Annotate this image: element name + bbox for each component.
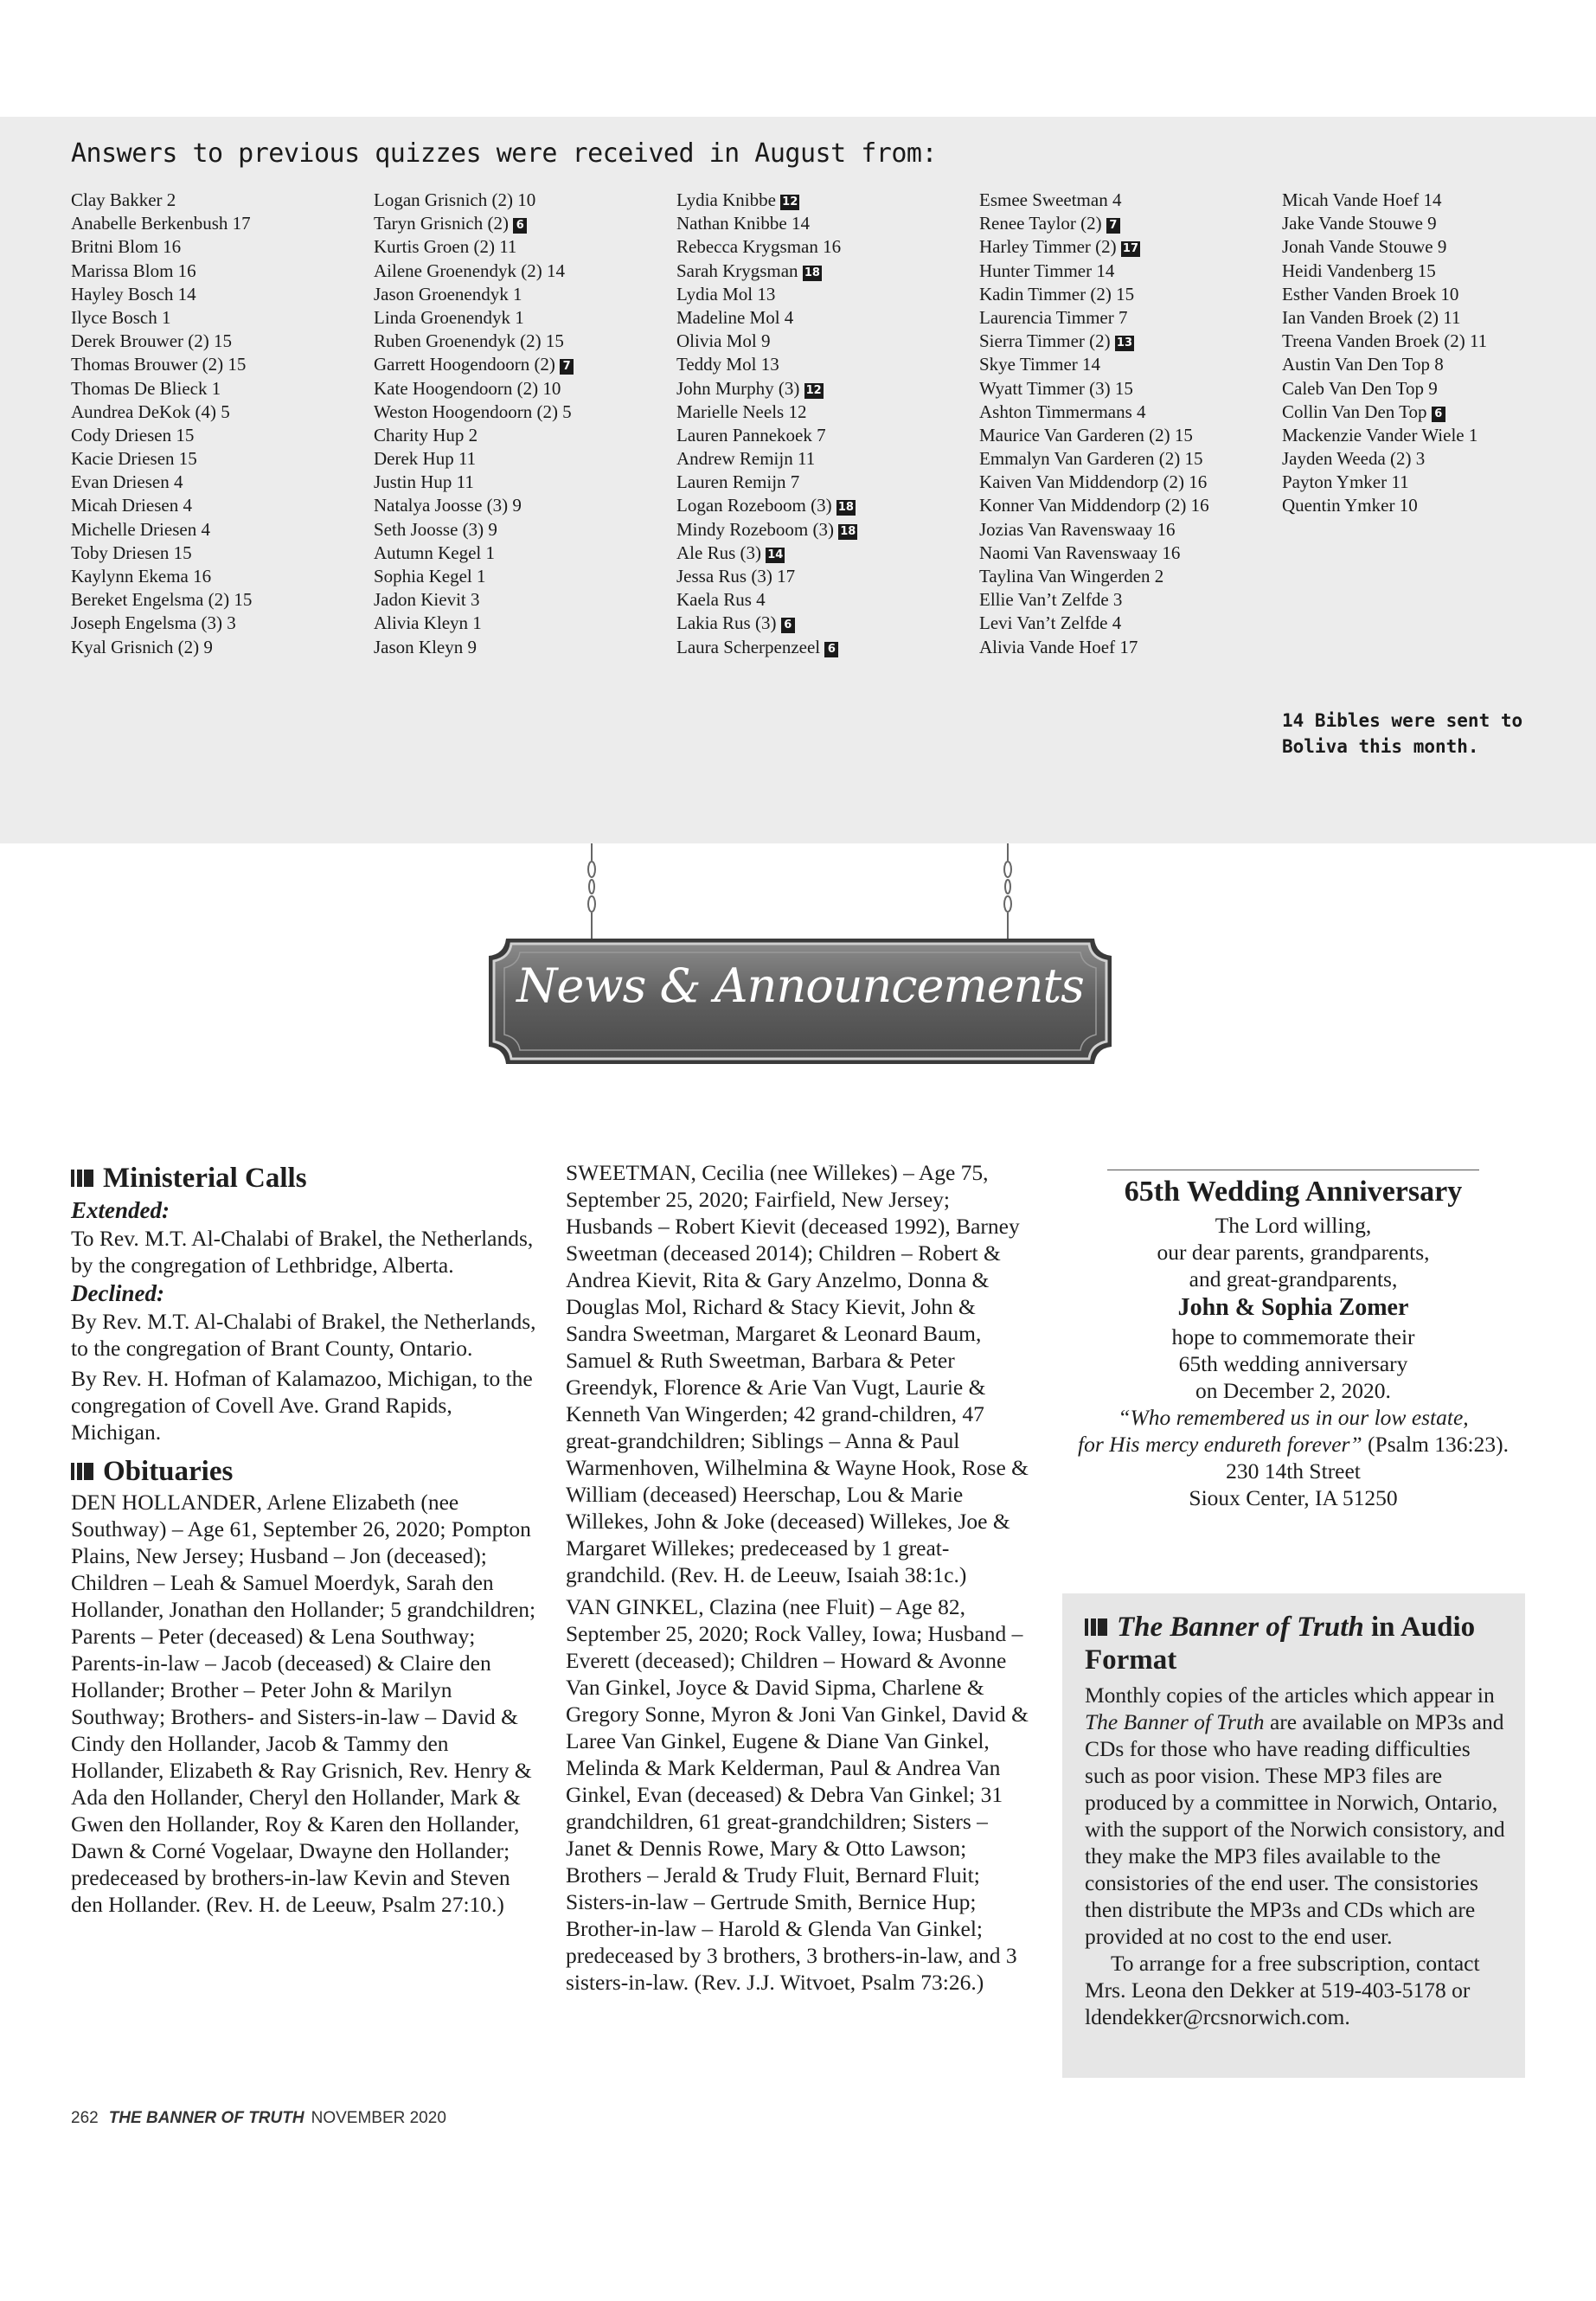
quiz-entry — [374, 306, 574, 330]
quiz-entry-text: Lydia Knibbe — [676, 189, 776, 210]
quiz-entry-text: Austin Van Den Top 8 — [1282, 354, 1444, 375]
quiz-entry-text: Michelle Driesen 4 — [71, 518, 210, 540]
anniversary-names: John & Sophia Zomer — [1177, 1294, 1409, 1321]
quiz-score-badge: 18 — [840, 524, 856, 538]
quiz-score-badge: 7 — [1106, 218, 1120, 234]
quiz-entry — [1282, 424, 1487, 447]
anniversary-address: 230 14th Street — [1226, 1458, 1361, 1484]
quiz-entry — [374, 447, 574, 471]
quiz-entry — [676, 636, 857, 659]
quiz-entry-text: Toby Driesen 15 — [71, 542, 192, 563]
audio-title-italic: The Banner of Truth — [1117, 1612, 1364, 1643]
audio-text-italic: The Banner of Truth — [1085, 1709, 1265, 1734]
quiz-entry-text: Jadon Kievit 3 — [374, 589, 480, 611]
quiz-entry-text: Kaylynn Ekema 16 — [71, 566, 212, 586]
issue-date: NOVEMBER 2020 — [311, 2109, 446, 2127]
anniversary-quote: “Who remembered us in our low estate, — [1118, 1405, 1469, 1430]
quiz-entry-text: Teddy Mol 13 — [676, 354, 779, 375]
quiz-entry — [71, 353, 252, 376]
anniversary-line: on December 2, 2020. — [1195, 1378, 1391, 1403]
audio-text: Monthly copies of the articles which appear in — [1085, 1682, 1495, 1708]
obituary-entry: VAN GINKEL, Clazina (nee Fluit) – Age 82, September 25, 2020; Rock Valley, Iowa; Husband – Everett (deceased); Children – Howard & Avonne Van Ginkel, Joyce & David Sipma, Charlene & Gregory Sonne, Myron & Joni Van Ginkel, David & Laree Van Ginkel, Eugene & Diane Van Ginkel, Melinda & Mark Kelderman, Paul & Andrea Van Ginkel, Evan (deceased) & Debra Van Ginkel; 31 grandchildren, 61 great-grandchildren; Sisters – Janet & Dennis Rowe, Mary & Otto Lawson; Brothers – Jerald & Trudy Fluit, Bernard Fluit; Sisters-in-law – Gertrude Smith, Bernice Hup; Brother-in-law – Harold & Glenda Van Ginkel; predeceased by 3 brothers, 3 brothers-in-law, and 3 sisters-in-law. (Rev. J.J. Witvoet, Psalm 73:26.) — [566, 1594, 1029, 1995]
quiz-entry-text: Skye Timmer 14 — [979, 354, 1101, 375]
quiz-entry-text: Jozias Van Ravenswaay 16 — [979, 518, 1176, 540]
quiz-entry — [676, 212, 857, 235]
quiz-entry — [71, 330, 252, 353]
quiz-entry-text: Sierra Timmer (2) — [979, 330, 1111, 352]
quiz-entry-text: Payton Ymker 11 — [1282, 471, 1409, 493]
quiz-entry-text: Micah Vande Hoef 14 — [1282, 189, 1442, 210]
quiz-entry-text: Logan Grisnich (2) 10 — [374, 189, 536, 210]
quiz-entry — [71, 471, 252, 494]
quiz-entry — [374, 353, 574, 376]
quiz-entry — [71, 588, 252, 612]
bars-icon — [71, 1462, 94, 1481]
quiz-entry — [979, 283, 1209, 306]
quiz-entry-text: Jayden Weeda (2) 3 — [1282, 448, 1426, 470]
quiz-entry-text: Heidi Vandenberg 15 — [1282, 260, 1436, 281]
quiz-score-badge: 18 — [837, 501, 854, 515]
quiz-entry-text: Britni Blom 16 — [71, 236, 182, 258]
quiz-entry — [676, 235, 857, 259]
quiz-entry — [979, 588, 1209, 612]
quiz-entry — [1282, 260, 1487, 283]
quiz-entry-text: Lydia Mol 13 — [676, 283, 776, 304]
quiz-entry-text: Kurtis Groen (2) 11 — [374, 236, 517, 258]
bars-icon — [1085, 1618, 1108, 1637]
quiz-entry-text: Justin Hup 11 — [374, 471, 474, 493]
quiz-entry — [71, 306, 252, 330]
quiz-entry-text: Quentin Ymker 10 — [1282, 495, 1418, 516]
quiz-entry-text: Logan Rozeboom (3) — [676, 495, 832, 516]
quiz-entry-text: Ashton Timmermans 4 — [979, 401, 1146, 422]
quiz-entry-text: Micah Driesen 4 — [71, 495, 192, 516]
quiz-entry — [979, 401, 1209, 424]
quiz-entry-text: Hayley Bosch 14 — [71, 283, 196, 304]
quiz-entry-text: Kate Hoogendoorn (2) 10 — [374, 377, 561, 399]
quiz-entry-text: Cody Driesen 15 — [71, 424, 195, 445]
audio-text: are available on MP3s and CDs for those who have reading difficulties such as poor vision. These MP3 files are produced by a committee in Norwich, Ontario, with the support of the Norwich consistory, and they make the MP3 files available to the consistories of the end user. The consistories then distribute the MP3s and CDs which are provided at no cost to the end user. — [1085, 1709, 1505, 1949]
quiz-entry-text: Lakia Rus (3) — [676, 612, 777, 634]
quiz-entry-text: Taylina Van Wingerden 2 — [979, 566, 1164, 586]
page-number: 262 — [71, 2109, 99, 2127]
quiz-entry — [71, 212, 252, 235]
quiz-entry-text: Laurencia Timmer 7 — [979, 306, 1128, 328]
quiz-entry-text: Alivia Kleyn 1 — [374, 612, 482, 634]
quiz-entry — [676, 260, 857, 283]
quiz-entry — [979, 353, 1209, 376]
quiz-score-badge: 6 — [824, 642, 838, 657]
quiz-entry-text: Caleb Van Den Top 9 — [1282, 377, 1438, 399]
quiz-entry-text: Olivia Mol 9 — [676, 330, 771, 352]
audio-format-heading — [1085, 1611, 1513, 1676]
quiz-score-badge: 6 — [1432, 407, 1445, 422]
quiz-entry-text: Aundrea DeKok (4) 5 — [71, 401, 230, 422]
quiz-entry-text: Levi Van’t Zelfde 4 — [979, 612, 1122, 634]
quiz-entry — [676, 377, 857, 401]
quiz-entry-text: Joseph Engelsma (3) 3 — [71, 612, 236, 634]
quiz-entry-text: Andrew Remijn 11 — [676, 448, 816, 470]
quiz-entry-text: Marissa Blom 16 — [71, 260, 196, 281]
obituary-entry: SWEETMAN, Cecilia (nee Willekes) – Age 75, September 25, 2020; Fairfield, New Jersey; Husbands – Robert Kievit (deceased 1992), Barney Sweetman (deceased 2014); Children – Robert & Andrea Kievit, Rita & Gary Anzelmo, Donna & Douglas Mol, Richard & Stacy Kievit, John & Sandra Sweetman, Margaret & Leonard Baum, Samuel & Ruth Sweetman, Barbara & Peter Greendyk, Florence & Arie Van Vugt, Laurie & Kenneth Van Wingerden; 42 grand-children, 47 great-grandchildren; Siblings – Anna & Paul Warmenhoven, Wilhelmina & Wayne Hook, Rose & William (deceased) Heerschap, Lou & Marie Willekes, John & Joke (deceased) Willekes, Joe & Margaret Willekes; predeceased by 1 great-grandchild. (Rev. H. de Leeuw, Isaiah 38:1c.) — [566, 1160, 1029, 1587]
quiz-entry — [676, 447, 857, 471]
quiz-entry-text: Lauren Pannekoek 7 — [676, 424, 826, 445]
obituaries-heading — [71, 1454, 538, 1489]
quiz-entry-text: Linda Groenendyk 1 — [374, 306, 524, 328]
quiz-entry — [979, 260, 1209, 283]
quiz-entry — [676, 283, 857, 306]
quiz-entry — [374, 565, 574, 588]
quiz-entry-text: Esther Vanden Broek 10 — [1282, 283, 1459, 304]
declined-call: By Rev. H. Hofman of Kalamazoo, Michigan, to the congregation of Covell Ave. Grand Rapids, Michigan. — [71, 1366, 533, 1445]
left-column — [71, 1161, 538, 1918]
quiz-entry-text: Jessa Rus (3) 17 — [676, 566, 796, 586]
quiz-entry-text: Thomas De Blieck 1 — [71, 377, 221, 399]
quiz-entry-text: Ilyce Bosch 1 — [71, 306, 171, 328]
quiz-entry — [979, 612, 1209, 635]
quiz-entry-text: Garrett Hoogendoorn (2) — [374, 354, 555, 375]
quiz-entry — [1282, 377, 1487, 401]
quiz-entry-text: Marielle Neels 12 — [676, 401, 807, 422]
quiz-entry-text: Evan Driesen 4 — [71, 471, 183, 493]
quiz-entry-text: Ian Vanden Broek (2) 11 — [1282, 306, 1461, 328]
quiz-entry-text: Naomi Van Ravenswaay 16 — [979, 542, 1181, 563]
bars-icon — [71, 1169, 94, 1188]
anniversary-title: 65th Wedding Anniversary — [1124, 1176, 1463, 1208]
extended-label: Extended: — [71, 1197, 170, 1223]
quiz-entry — [979, 636, 1209, 659]
anniversary-address: Sioux Center, IA 51250 — [1189, 1485, 1398, 1510]
quiz-entry-text: Anabelle Berkenbush 17 — [71, 213, 251, 234]
quiz-entry — [1282, 494, 1487, 517]
quiz-entry — [71, 447, 252, 471]
quiz-entry-text: Kadin Timmer (2) 15 — [979, 283, 1135, 304]
quiz-entry — [979, 330, 1209, 353]
quiz-entry-text: Alivia Vande Hoef 17 — [979, 636, 1138, 657]
quiz-entry — [71, 235, 252, 259]
quiz-entry-text: Ale Rus (3) — [676, 542, 761, 563]
quiz-entry-text: Weston Hoogendoorn (2) 5 — [374, 401, 572, 422]
publication-name: THE BANNER OF TRUTH — [108, 2109, 304, 2127]
quiz-entry — [374, 401, 574, 424]
quiz-entry — [374, 235, 574, 259]
quiz-entry — [676, 588, 857, 612]
quiz-entry-text: Charity Hup 2 — [374, 424, 478, 445]
quiz-score-badge: 18 — [804, 266, 820, 279]
ministerial-calls-title: Ministerial Calls — [103, 1163, 307, 1194]
quiz-entry — [1282, 306, 1487, 330]
quiz-entry — [71, 565, 252, 588]
quiz-entry-text: Derek Brouwer (2) 15 — [71, 330, 233, 352]
quiz-entry — [979, 494, 1209, 517]
quiz-entry — [676, 424, 857, 447]
declined-label: Declined: — [71, 1280, 164, 1306]
anniversary-line: The Lord willing, — [1215, 1213, 1372, 1238]
audio-title-rest: in Audio Format — [1085, 1612, 1476, 1676]
anniversary-quote-ref: (Psalm 136:23). — [1362, 1432, 1509, 1457]
quiz-score-badge: 6 — [781, 618, 795, 633]
quiz-entry-text: Sarah Krygsman — [676, 260, 798, 281]
quiz-entry — [979, 542, 1209, 565]
audio-format-content — [1085, 1611, 1513, 2030]
quiz-entry-text: Clay Bakker 2 — [71, 189, 176, 210]
news-announcements-title: News & Announcements — [516, 958, 1084, 1013]
anniversary-line: hope to commemorate their — [1171, 1324, 1415, 1349]
quiz-entry — [979, 565, 1209, 588]
quiz-entry — [676, 189, 857, 212]
quiz-entry — [979, 235, 1209, 259]
quiz-score-badge: 14 — [767, 548, 784, 561]
quiz-entry — [374, 189, 574, 212]
quiz-entry — [979, 518, 1209, 542]
quiz-score-badge: 13 — [1116, 336, 1132, 350]
quiz-entry — [374, 494, 574, 517]
quiz-entry-text: Bereket Engelsma (2) 15 — [71, 589, 253, 611]
quiz-entry — [374, 330, 574, 353]
quiz-entry — [374, 612, 574, 635]
anniversary-line: 65th wedding anniversary — [1178, 1351, 1408, 1376]
quiz-entry-text: Kaiven Van Middendorp (2) 16 — [979, 471, 1208, 493]
quiz-entry — [676, 353, 857, 376]
quiz-entry-text: Seth Joosse (3) 9 — [374, 518, 497, 540]
quiz-entry — [71, 189, 252, 212]
quiz-entry-text: Mindy Rozeboom (3) — [676, 518, 834, 540]
quiz-score-badge: 12 — [782, 195, 798, 208]
quiz-entry-text: Mackenzie Vander Wiele 1 — [1282, 424, 1478, 445]
quiz-score-badge: 12 — [805, 383, 822, 397]
quiz-entry-text: Natalya Joosse (3) 9 — [374, 495, 522, 516]
quiz-entry — [374, 377, 574, 401]
quiz-entry — [979, 212, 1209, 235]
quiz-entry — [676, 471, 857, 494]
quiz-entry-text: Kyal Grisnich (2) 9 — [71, 636, 213, 657]
quiz-column — [1282, 189, 1487, 518]
right-column — [1060, 1170, 1527, 1511]
quiz-entry-text: Laura Scherpenzeel — [676, 636, 821, 657]
middle-column — [566, 1159, 1033, 1996]
quiz-entry-text: Jason Kleyn 9 — [374, 636, 477, 657]
quiz-entry — [71, 636, 252, 659]
declined-call: By Rev. M.T. Al-Chalabi of Brakel, the Netherlands, to the congregation of Brant County, Ontario. — [71, 1309, 536, 1361]
quiz-entry-text: Renee Taylor (2) — [979, 213, 1102, 234]
quiz-entry — [676, 306, 857, 330]
quiz-entry-text: Ellie Van’t Zelfde 3 — [979, 589, 1123, 611]
quiz-entry — [1282, 353, 1487, 376]
quiz-entry-text: Lauren Remijn 7 — [676, 471, 800, 493]
quiz-entry-text: Kacie Driesen 15 — [71, 448, 197, 470]
anniversary-quote: for His mercy endureth forever” — [1078, 1432, 1362, 1457]
quiz-entry — [1282, 212, 1487, 235]
anniversary-line: our dear parents, grandparents, — [1157, 1240, 1430, 1265]
quiz-entry-text: Harley Timmer (2) — [979, 236, 1117, 258]
quiz-entry — [676, 542, 857, 565]
quiz-entry — [676, 330, 857, 353]
quiz-entry — [71, 542, 252, 565]
quiz-entry-text: Sophia Kegel 1 — [374, 566, 486, 586]
quiz-entry-text: Nathan Knibbe 14 — [676, 213, 810, 234]
quiz-entry — [374, 471, 574, 494]
ministerial-calls-heading — [71, 1161, 538, 1195]
quiz-entry-text: Esmee Sweetman 4 — [979, 189, 1122, 210]
quiz-entry — [1282, 330, 1487, 353]
quiz-entry-text: Treena Vanden Broek (2) 11 — [1282, 330, 1488, 352]
quiz-entry — [676, 401, 857, 424]
bibles-note: 14 Bibles were sent to Boliva this month. — [1282, 710, 1523, 757]
quiz-entry — [374, 588, 574, 612]
quiz-entry — [676, 494, 857, 517]
quiz-entry — [1282, 401, 1487, 424]
quiz-entry-text: Emmalyn Van Garderen (2) 15 — [979, 448, 1203, 470]
quiz-entry-text: Rebecca Krygsman 16 — [676, 236, 842, 258]
quiz-entry — [979, 424, 1209, 447]
quiz-column — [979, 189, 1209, 659]
anniversary-quote-line — [1060, 1431, 1527, 1458]
quiz-column — [374, 189, 574, 659]
quiz-entry — [374, 518, 574, 542]
quiz-entry — [71, 518, 252, 542]
extended-call: To Rev. M.T. Al-Chalabi of Brakel, the Netherlands, by the congregation of Lethbridge, Alberta. — [71, 1226, 534, 1278]
quiz-entry — [979, 471, 1209, 494]
obituary-entry: DEN HOLLANDER, Arlene Elizabeth (nee Southway) – Age 61, September 26, 2020; Pompton Plains, New Jersey; Husband – Jon (deceased); Children – Leah & Samuel Moerdyk, Sarah den Hollander, Jonathan den Hollander; 5 grandchildren; Parents – Peter (deceased) & Lena Southway; Parents-in-law – Jacob (deceased) & Claire den Hollander; Brother – Peter John & Marilyn Southway; Brothers- and Sisters-in-law – David & Cindy den Hollander, Jacob & Tammy den Hollander, Elizabeth & Ray Grisnich, Rev. Henry & Ada den Hollander, Cheryl den Hollander, Mark & Gwen den Hollander, Roy & Karen den Hollander, Dawn & Corné Vogelaar, Dwayne den Hollander; predeceased by brothers-in-law Kevin and Steven den Hollander. (Rev. H. de Leeuw, Psalm 27:10.) — [71, 1490, 536, 1917]
quiz-entry-text: Derek Hup 11 — [374, 448, 477, 470]
quiz-entry — [979, 306, 1209, 330]
quiz-entry-text: John Murphy (3) — [676, 377, 800, 399]
quiz-entry — [374, 636, 574, 659]
quiz-entry — [71, 260, 252, 283]
quiz-entry — [1282, 447, 1487, 471]
quiz-entry — [71, 283, 252, 306]
quiz-entry-text: Jason Groenendyk 1 — [374, 283, 522, 304]
quiz-score-badge: 17 — [1122, 242, 1138, 256]
audio-subscription-paragraph: To arrange for a free subscription, contact Mrs. Leona den Dekker at 519-403-5178 or ldendekker@rcsnorwich.com. — [1085, 1951, 1480, 2029]
audio-paragraph — [1085, 1682, 1513, 1950]
quiz-entry-text: Jake Vande Stouwe 9 — [1282, 213, 1437, 234]
anniversary-notice — [1060, 1172, 1527, 1511]
quiz-entry-text: Thomas Brouwer (2) 15 — [71, 354, 247, 375]
quiz-heading: Answers to previous quizzes were received in August from: — [71, 138, 938, 169]
obituaries-title: Obituaries — [103, 1456, 234, 1487]
quiz-entry-text: Ailene Groenendyk (2) 14 — [374, 260, 566, 281]
quiz-entry — [1282, 283, 1487, 306]
quiz-entry — [1282, 235, 1487, 259]
quiz-entry-text: Konner Van Middendorp (2) 16 — [979, 495, 1209, 516]
quiz-entry — [71, 612, 252, 635]
quiz-entry — [374, 260, 574, 283]
quiz-entry — [676, 518, 857, 542]
quiz-entry — [979, 377, 1209, 401]
quiz-entry — [1282, 189, 1487, 212]
quiz-entry-text: Hunter Timmer 14 — [979, 260, 1115, 281]
quiz-entry-text: Wyatt Timmer (3) 15 — [979, 377, 1133, 399]
quiz-entry — [71, 377, 252, 401]
quiz-score-badge: 6 — [513, 218, 527, 234]
quiz-column — [676, 189, 857, 659]
quiz-entry — [71, 424, 252, 447]
quiz-entry-text: Autumn Kegel 1 — [374, 542, 495, 563]
quiz-entry-text: Taryn Grisnich (2) — [374, 213, 509, 234]
quiz-entry — [1282, 471, 1487, 494]
quiz-entry — [374, 424, 574, 447]
quiz-entry — [374, 542, 574, 565]
quiz-entry — [374, 283, 574, 306]
quiz-entry — [676, 565, 857, 588]
quiz-entry — [676, 612, 857, 635]
quiz-entry-text: Collin Van Den Top — [1282, 401, 1427, 422]
quiz-entry-text: Maurice Van Garderen (2) 15 — [979, 424, 1193, 445]
quiz-entry-text: Kaela Rus 4 — [676, 589, 766, 611]
quiz-entry-text: Jonah Vande Stouwe 9 — [1282, 236, 1447, 258]
quiz-entry — [979, 189, 1209, 212]
quiz-column — [71, 189, 252, 659]
quiz-entry — [71, 401, 252, 424]
quiz-entry — [71, 494, 252, 517]
quiz-entry-text: Madeline Mol 4 — [676, 306, 794, 328]
anniversary-line: and great-grandparents, — [1189, 1266, 1398, 1292]
quiz-entry-text: Ruben Groenendyk (2) 15 — [374, 330, 564, 352]
quiz-entry — [374, 212, 574, 235]
page-footer — [71, 2109, 446, 2128]
quiz-entry — [979, 447, 1209, 471]
quiz-score-badge: 7 — [560, 359, 574, 375]
